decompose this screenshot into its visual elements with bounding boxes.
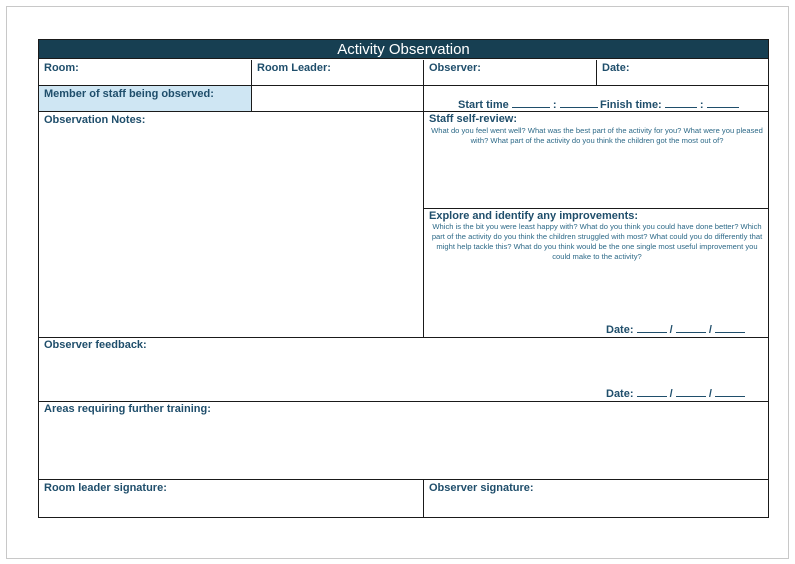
room-leader-field[interactable] <box>252 60 424 86</box>
room-leader-signature-label: Room leader signature: <box>44 482 167 494</box>
improvements-prompt: Which is the bit you were least happy with? What do you think you could have done better? Which part of the activity do you think the children struggled with most? What could you do differently that might help tackle this? What do you think would be the one single most useful improvement you could make to the activity? <box>431 222 763 261</box>
feedback-date <box>606 388 745 400</box>
start-time-label: Start time <box>458 99 509 111</box>
observer-field[interactable] <box>424 60 597 86</box>
finish-time <box>600 99 739 111</box>
start-time-colon: : <box>552 99 557 111</box>
feedback-date-label: Date: <box>606 388 634 400</box>
observation-notes-label: Observation Notes: <box>44 114 146 126</box>
observer-feedback-label: Observer feedback: <box>44 339 147 351</box>
finish-time-colon: : <box>699 99 704 111</box>
document-page <box>6 6 789 559</box>
form-title: Activity Observation <box>39 40 768 59</box>
member-observed-label-cell <box>39 86 252 112</box>
further-training-field[interactable] <box>39 402 768 480</box>
feedback-date-slash-1: / <box>669 388 673 400</box>
observation-notes-field[interactable] <box>39 112 424 338</box>
improvements-date-label: Date: <box>606 324 634 336</box>
date-field[interactable] <box>597 60 768 86</box>
date-slash-1: / <box>669 324 673 336</box>
room-leader-label: Room Leader: <box>257 62 331 74</box>
room-field[interactable] <box>39 60 252 86</box>
staff-self-review-field[interactable] <box>424 112 768 209</box>
observer-feedback-field[interactable] <box>39 338 768 402</box>
time-field[interactable] <box>424 86 768 112</box>
date-label: Date: <box>602 62 630 74</box>
observer-label: Observer: <box>429 62 481 74</box>
improvements-field[interactable] <box>424 209 768 338</box>
finish-time-label: Finish time: <box>600 99 662 111</box>
member-observed-field[interactable] <box>252 86 424 112</box>
activity-observation-form <box>38 39 769 518</box>
feedback-date-slash-2: / <box>708 388 712 400</box>
observer-signature-field[interactable] <box>424 480 768 517</box>
further-training-label: Areas requiring further training: <box>44 403 211 415</box>
member-observed-label: Member of staff being observed: <box>44 88 214 100</box>
date-slash-2: / <box>708 324 712 336</box>
staff-self-review-label: Staff self-review: <box>429 113 518 125</box>
improvements-date <box>606 324 745 336</box>
room-leader-signature-field[interactable] <box>39 480 424 517</box>
staff-self-review-prompt: What do you feel went well? What was the best part of the activity for you? What were you pleased with? What part of the activity do you think the children got the most out of? <box>431 126 763 145</box>
start-time <box>458 99 598 111</box>
room-label: Room: <box>44 62 79 74</box>
improvements-label: Explore and identify any improvements: <box>429 210 639 222</box>
observer-signature-label: Observer signature: <box>429 482 534 494</box>
